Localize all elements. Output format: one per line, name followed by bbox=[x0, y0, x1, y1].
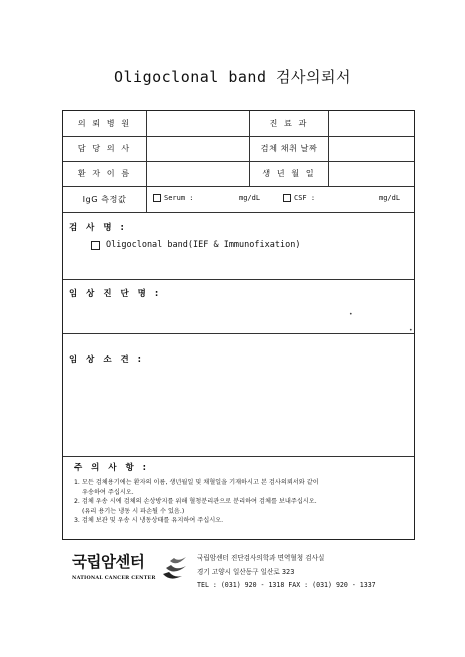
collection-date-field[interactable] bbox=[329, 136, 414, 161]
logo-english: NATIONAL CANCER CENTER bbox=[72, 575, 156, 581]
request-form bbox=[62, 110, 415, 540]
serum-unit: mg/dL bbox=[239, 194, 261, 202]
birthdate-label: 생 년 월 일 bbox=[262, 168, 316, 178]
row-divider bbox=[63, 212, 414, 213]
checkbox-icon bbox=[283, 194, 291, 202]
address: 경기 고양시 일산동구 일산로 323 bbox=[197, 567, 295, 576]
stray-mark: • bbox=[409, 327, 413, 334]
birthdate-field[interactable] bbox=[329, 161, 414, 186]
patient-name-label: 환 자 이 름 bbox=[77, 168, 132, 178]
hospital-label: 의 뢰 병 원 bbox=[77, 118, 132, 128]
csf-unit: mg/dL bbox=[379, 194, 401, 202]
hospital-field[interactable] bbox=[147, 111, 249, 136]
row-divider bbox=[63, 333, 414, 334]
department-field[interactable] bbox=[329, 111, 414, 136]
csf-label: CSF : bbox=[294, 194, 316, 202]
phone-fax: TEL : (031) 920 - 1318 FAX : (031) 920 - 1337 bbox=[197, 581, 376, 589]
collection-date-label: 검체 채취 날짜 bbox=[260, 143, 318, 153]
checkbox-icon bbox=[91, 241, 100, 250]
checkbox-icon bbox=[153, 194, 161, 202]
csf-checkbox[interactable] bbox=[283, 194, 315, 202]
opinion-label: 임 상 소 견 : bbox=[69, 355, 145, 365]
precautions bbox=[74, 461, 319, 526]
patient-name-field[interactable] bbox=[147, 161, 249, 186]
test-name-label: 검 사 명 : bbox=[69, 223, 127, 233]
form-title: Oligoclonal band 검사의뢰서 bbox=[114, 68, 351, 86]
precaution-line: (유리 용기는 냉동 시 파손될 수 있음.) bbox=[82, 507, 185, 515]
row-divider bbox=[63, 279, 414, 280]
precaution-line: 3. 검체 보관 및 우송 시 냉동상태를 유지하여 주십시오. bbox=[74, 517, 224, 524]
precaution-line: 2. 검체 우송 시에 검체의 손상방지를 위해 혈청분리관으로 분리하여 검체를 보내주십시오. bbox=[74, 498, 317, 505]
doctor-field[interactable] bbox=[147, 136, 249, 161]
precaution-line: 우송하여 주십시오. bbox=[82, 488, 134, 496]
precautions-title: 주 의 사 항 : bbox=[74, 463, 150, 473]
oligoclonal-checkbox[interactable] bbox=[91, 240, 300, 250]
serum-label: Serum : bbox=[164, 194, 194, 202]
serum-checkbox[interactable] bbox=[153, 194, 194, 202]
stray-mark: • bbox=[349, 311, 353, 318]
department-name: 국립암센터 진단검사의학과 면역혈청 검사실 bbox=[197, 554, 325, 562]
logo-mark-icon bbox=[160, 554, 188, 584]
diagnosis-label: 임 상 진 단 명 : bbox=[69, 289, 162, 299]
doctor-label: 담 당 의 사 bbox=[77, 143, 132, 153]
contact-info bbox=[197, 552, 376, 593]
precaution-line: 1. 모든 검체용기에는 환자의 이름, 생년월일 및 채혈일을 기재하시고 본 검사의뢰서와 같이 bbox=[74, 479, 319, 486]
footer bbox=[68, 552, 428, 597]
igg-label: IgG 측정값 bbox=[82, 193, 127, 204]
row-divider bbox=[63, 456, 414, 457]
test-item-label: Oligoclonal band(IEF & Immunofixation) bbox=[106, 240, 301, 250]
logo-korean: 국립암센터 bbox=[72, 553, 145, 571]
department-label: 진 료 과 bbox=[269, 118, 309, 128]
